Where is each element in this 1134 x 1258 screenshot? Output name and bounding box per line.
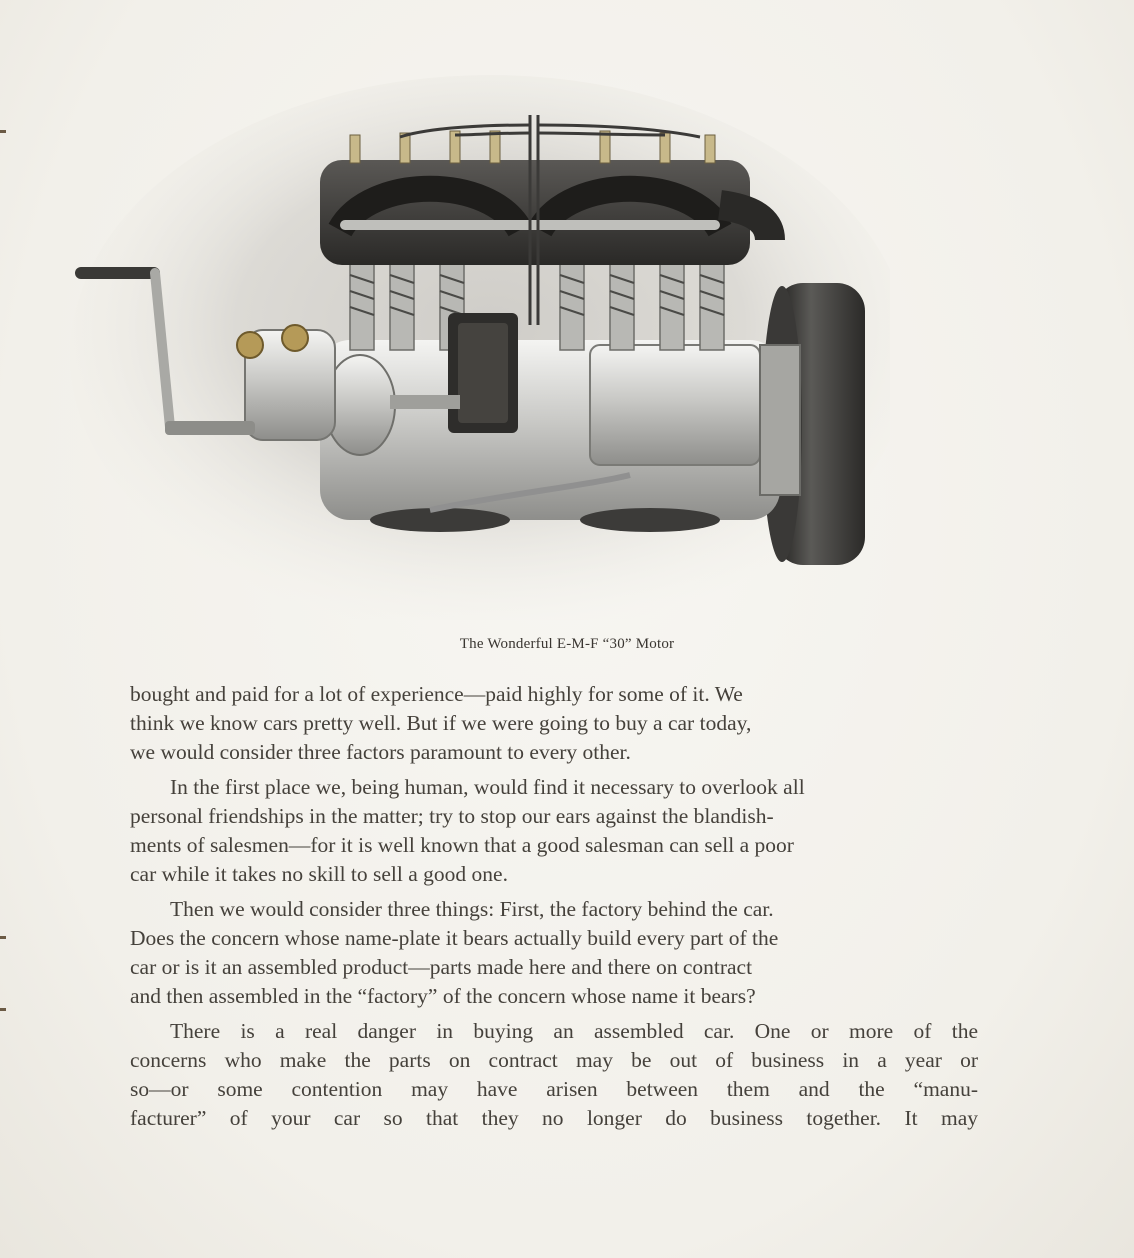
text-line: bought and paid for a lot of experience—paid highly for some of it. We	[130, 682, 743, 706]
paragraph	[130, 1017, 978, 1133]
paragraph	[130, 895, 978, 1011]
text-line: Then we would consider three things: First, the factory behind the car.	[170, 897, 774, 921]
page-edge-mark	[0, 130, 6, 133]
paragraph	[130, 773, 978, 889]
text-line: car or is it an assembled product—parts made here and there on contract	[130, 955, 753, 979]
text-line: ments of salesmen—for it is well known that a good salesman can sell a poor	[130, 833, 794, 857]
text-line: think we know cars pretty well. But if we were going to buy a car today,	[130, 711, 752, 735]
page-edge-mark	[0, 936, 6, 939]
figure-caption: The Wonderful E-M-F “30” Motor	[459, 636, 675, 652]
text-line: we would consider three factors paramount to every other.	[130, 740, 631, 764]
text-line: so—or some contention may have arisen between them and the “manu-	[130, 1077, 978, 1101]
body-text	[130, 680, 978, 1139]
text-line: car while it takes no skill to sell a good one.	[130, 862, 508, 886]
page-edge-mark	[0, 1008, 6, 1011]
text-line: Does the concern whose name-plate it bears actually build every part of the	[130, 926, 779, 950]
text-line: In the first place we, being human, would find it necessary to overlook all	[170, 775, 805, 799]
text-line: and then assembled in the “factory” of the concern whose name it bears?	[130, 984, 756, 1008]
engine-illustration	[70, 55, 890, 620]
text-line: There is a real danger in buying an assembled car. One or more of the	[170, 1019, 978, 1043]
text-line: facturer” of your car so that they no longer do business together. It may	[130, 1106, 978, 1130]
text-line: concerns who make the parts on contract may be out of business in a year or	[130, 1048, 978, 1072]
paragraph	[130, 680, 978, 767]
text-line: personal friendships in the matter; try to stop our ears against the blandish-	[130, 804, 774, 828]
